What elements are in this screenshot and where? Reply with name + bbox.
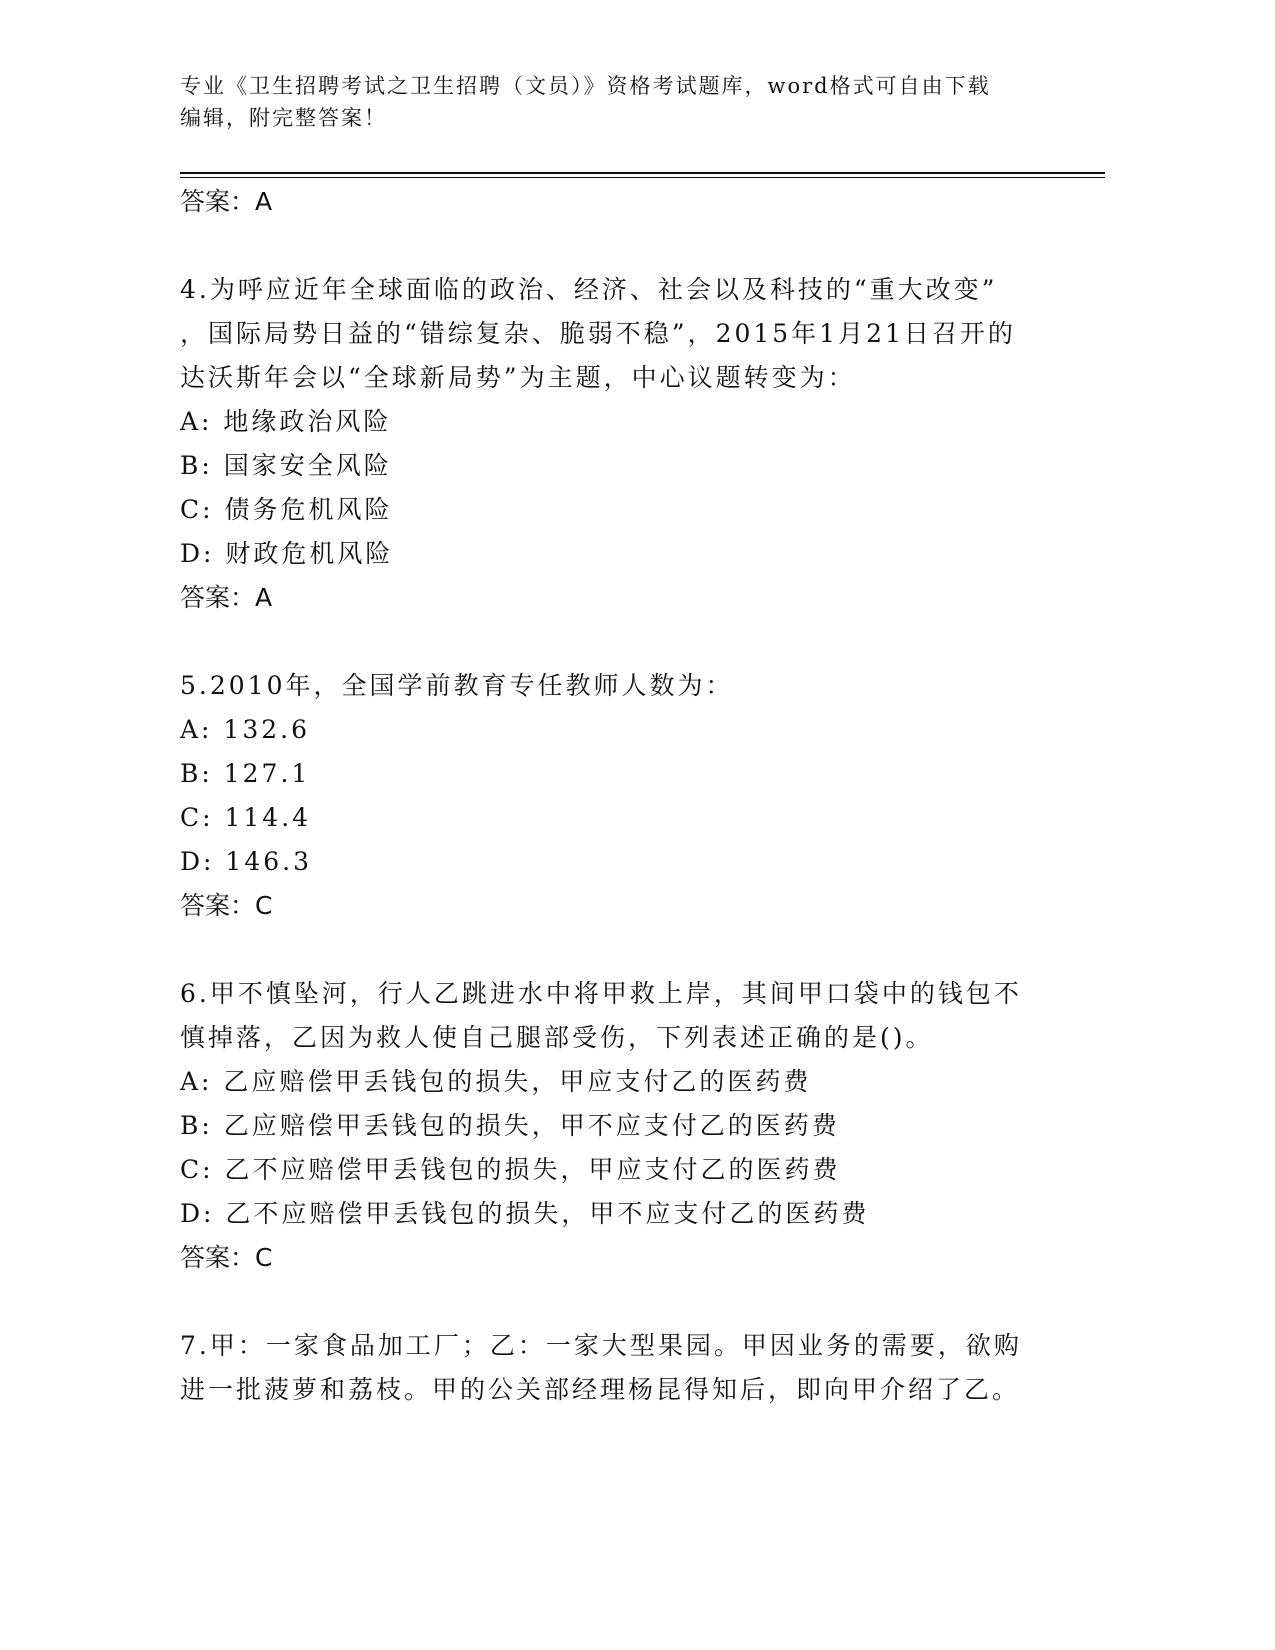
question-stem-line: 4.为呼应近年全球面临的政治、经济、社会以及科技的“重大改变”: [180, 275, 998, 304]
header-divider: [180, 172, 1105, 174]
option-c: C: 乙不应赔偿甲丢钱包的损失，甲应支付乙的医药费: [180, 1155, 841, 1184]
option-d: D: 财政危机风险: [180, 539, 394, 568]
option-a: A: 乙应赔偿甲丢钱包的损失，甲应支付乙的医药费: [180, 1067, 812, 1096]
option-b: B: 127.1: [180, 759, 311, 788]
question-stem-line: 达沃斯年会以“全球新局势”为主题，中心议题转变为：: [180, 363, 856, 392]
question-list: [180, 180, 1080, 1412]
header-line: 专业《卫生招聘考试之卫生招聘（文员）》资格考试题库，word格式可自由下载: [180, 74, 991, 98]
header-divider-thin: [180, 177, 1105, 178]
question-5: [180, 664, 1080, 928]
question-stem-line: 慎掉落，乙因为救人使自己腿部受伤，下列表述正确的是()。: [180, 1023, 934, 1052]
question-stem-line: 6.甲不慎坠河，行人乙跳进水中将甲救上岸，其间甲口袋中的钱包不: [180, 979, 1022, 1008]
answer-label: 答案：A: [180, 187, 273, 216]
option-d: D: 146.3: [180, 847, 312, 876]
option-a: A: 132.6: [180, 715, 310, 744]
option-a: A: 地缘政治风险: [180, 407, 392, 436]
document-header: [180, 70, 1060, 134]
answer-label: 答案：C: [180, 891, 273, 920]
question-stem-line: ，国际局势日益的“错综复杂、脆弱不稳”，2015年1月21日召开的: [180, 319, 1016, 348]
question-6: [180, 972, 1080, 1280]
option-b: B: 国家安全风险: [180, 451, 392, 480]
answer-label: 答案：C: [180, 1243, 273, 1272]
option-c: C: 债务危机风险: [180, 495, 393, 524]
option-c: C: 114.4: [180, 803, 312, 832]
answer-label: 答案：A: [180, 583, 273, 612]
header-line: 编辑，附完整答案！: [180, 106, 387, 130]
question-7: [180, 1324, 1080, 1412]
question-stem-line: 进一批菠萝和荔枝。甲的公关部经理杨昆得知后，即向甲介绍了乙。: [180, 1375, 1021, 1404]
option-b: B: 乙应赔偿甲丢钱包的损失，甲不应支付乙的医药费: [180, 1111, 840, 1140]
question-stem-line: 5.2010年，全国学前教育专任教师人数为：: [180, 671, 734, 700]
question-4: [180, 268, 1080, 620]
option-d: D: 乙不应赔偿甲丢钱包的损失，甲不应支付乙的医药费: [180, 1199, 870, 1228]
question-stem-line: 7.甲：一家食品加工厂；乙：一家大型果园。甲因业务的需要，欲购: [180, 1331, 1022, 1360]
